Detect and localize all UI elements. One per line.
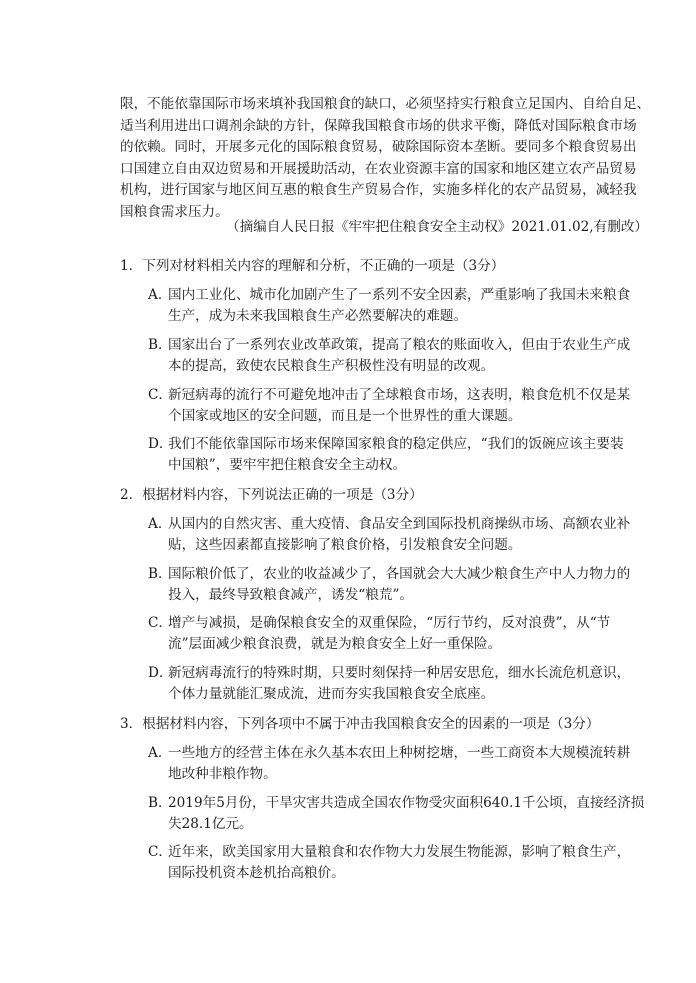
option-letter: D． xyxy=(148,436,173,452)
option-2c[interactable] xyxy=(148,613,668,655)
option-text: 我们不能依靠国际市场来保障国家粮食的稳定供应，“我们的饭碗应该主要装 xyxy=(168,436,624,452)
option-text: 国际投机资本趁机抬高粮价。 xyxy=(168,865,345,881)
passage-line: 限，不能依靠国际市场来填补我国粮食的缺口，必须坚持实行粮食立足国内、自给自足、 xyxy=(120,96,651,112)
passage-line: 机构，进行国家与地区间互惠的粮食生产贸易合作，实施多样化的农产品贸易，减轻我 xyxy=(120,182,637,198)
passage-line: 国粮食需求压力。 xyxy=(120,203,229,220)
option-letter: B． xyxy=(148,566,172,582)
option-text: 国际粮价低了，农业的收益减少了，各国就会大大减少粮食生产中人力物力的 xyxy=(168,566,631,582)
option-letter: C． xyxy=(148,387,172,403)
option-letter: A． xyxy=(148,287,172,303)
option-text: 新冠病毒的流行不可避免地冲击了全球粮食市场，这表明，粮食危机不仅是某 xyxy=(168,387,631,403)
option-text: 增产与减损，是确保粮食安全的双重保险，“厉行节约，反对浪费”，从“节 xyxy=(168,615,611,631)
question-2 xyxy=(120,485,670,702)
option-text: 流”层面减少粮食浪费，就是为粮食安全上好一重保险。 xyxy=(168,636,502,652)
passage-line: 的依赖。同时，开展多元化的国际粮食贸易，破除国际资本垄断。要同多个粮食贸易出 xyxy=(120,139,637,155)
passage-line: 适当利用进出口调剂余缺的方针，保障我国粮食市场的供求平衡，降低对国际粮食市场 xyxy=(120,117,637,134)
option-text: 个体力量就能汇聚成流，进而夯实我国粮食安全底座。 xyxy=(168,686,495,702)
option-text: 新冠病毒流行的特殊时期，只要时刻保持一种居安思危，细水长流危机意识， xyxy=(168,665,631,681)
option-1a[interactable] xyxy=(148,285,668,327)
option-text: 生产，成为未来我国粮食生产必然要解决的难题。 xyxy=(168,308,468,324)
option-letter: A． xyxy=(148,745,172,761)
option-text: 国家出台了一系列农业改革政策，提高了粮农的账面收入，但由于农业生产成 xyxy=(168,337,631,353)
option-text: 近年来，欧美国家用大量粮食和农作物大力发展生物能源，影响了粮食生产， xyxy=(168,844,631,860)
option-letter: C． xyxy=(148,844,172,860)
option-text: 地改种非粮作物。 xyxy=(168,766,277,782)
question-3 xyxy=(120,714,670,881)
reading-passage xyxy=(120,94,660,223)
option-text: 贴，这些因素都直接影响了粮食价格，引发粮食安全问题。 xyxy=(168,537,522,553)
option-3c[interactable] xyxy=(148,842,668,884)
option-3b[interactable] xyxy=(148,793,668,835)
option-letter: D． xyxy=(148,665,173,681)
option-text: 个国家或地区的安全问题，而且是一个世界性的重大课题。 xyxy=(168,408,522,424)
option-2b[interactable] xyxy=(148,564,668,606)
option-3a[interactable] xyxy=(148,743,668,785)
option-1d[interactable] xyxy=(148,434,668,476)
option-text: 失28.1亿元。 xyxy=(168,816,253,832)
option-text: 一些地方的经营主体在永久基本农田上种树挖塘，一些工商资本大规模流转耕 xyxy=(168,745,631,761)
option-text: 2019年5月份，干旱灾害共造成全国农作物受灾面积640.1千公顷，直接经济损 xyxy=(168,795,645,811)
option-text: 投入，最终导致粮食减产，诱发“粮荒”。 xyxy=(168,587,413,603)
passage-source: （摘编自人民日报《牢牢把住粮食安全主动权》2021.01.02,有删改） xyxy=(226,219,648,235)
question-stem: 3．根据材料内容，下列各项中不属于冲击我国粮食安全的因素的一项是（3分） xyxy=(120,716,600,732)
option-text: 本的提高，致使农民粮食生产积极性没有明显的改观。 xyxy=(168,358,495,374)
option-1c[interactable] xyxy=(148,385,668,427)
option-2d[interactable] xyxy=(148,663,668,705)
question-stem: 1．下列对材料相关内容的理解和分析，不正确的一项是（3分） xyxy=(120,258,505,274)
question-1 xyxy=(120,256,670,473)
question-stem: 2．根据材料内容，下列说法正确的一项是（3分） xyxy=(120,487,423,503)
option-letter: B． xyxy=(148,337,172,353)
option-letter: B． xyxy=(148,795,172,811)
option-text: 从国内的自然灾害、重大疫情、食品安全到国际投机商操纵市场、高额农业补 xyxy=(168,516,631,532)
option-letter: C． xyxy=(148,615,172,631)
option-1b[interactable] xyxy=(148,335,668,377)
option-text: 中国粮”，要牢牢把住粮食安全主动权。 xyxy=(168,457,407,473)
option-letter: A． xyxy=(148,516,172,532)
option-text: 国内工业化、城市化加剧产生了一系列不安全因素，严重影响了我国未来粮食 xyxy=(168,287,631,303)
option-2a[interactable] xyxy=(148,514,668,556)
passage-line: 口国建立自由双边贸易和开展援助活动，在农业资源丰富的国家和地区建立农产品贸易 xyxy=(120,160,637,177)
